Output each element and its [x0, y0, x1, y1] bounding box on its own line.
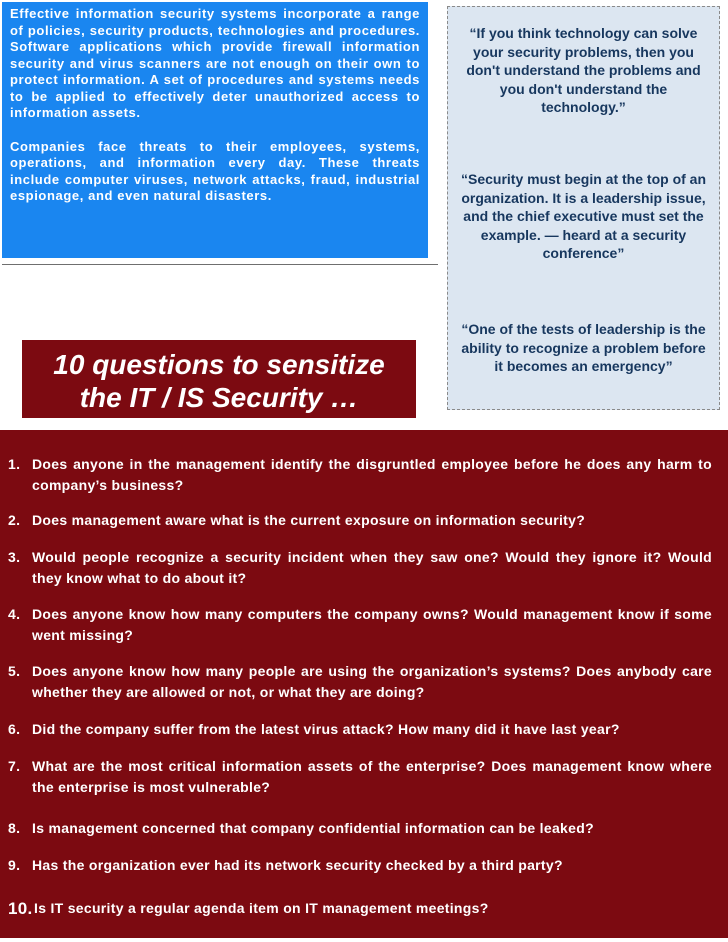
intro-paragraph: Companies face threats to their employees, systems, operations, and information every day. These threats include computer viruses, network attacks, fraud, industrial espionage, and even natural disasters.: [10, 138, 420, 203]
question-text: Is management concerned that company confidential information can be leaked?: [32, 820, 594, 836]
question-number: 9.: [8, 857, 21, 873]
section-title-line: the IT / IS Security …: [79, 382, 359, 413]
section-title: [22, 340, 416, 418]
question-item: [8, 454, 712, 496]
question-text: Does management aware what is the current exposure on information security?: [32, 512, 586, 528]
question-number: 6.: [8, 721, 21, 737]
question-item: [8, 510, 712, 531]
question-text: Would people recognize a security incident when they saw one? Would they ignore it? Would they know what to do about it?: [32, 549, 712, 586]
question-item: [8, 604, 712, 646]
question-item: [8, 661, 712, 703]
section-title-line: 10 questions to sensitize: [53, 349, 385, 380]
quote: “If you think technology can solve your security problems, then you don't understand the problems and you don't understand the technology.”: [466, 25, 701, 115]
question-number: 10.: [8, 899, 33, 918]
question-item: [8, 719, 712, 740]
question-item: [8, 855, 712, 876]
question-number: 4.: [8, 606, 21, 622]
question-item: [8, 756, 712, 798]
question-item: [8, 898, 712, 919]
question-number: 2.: [8, 512, 21, 528]
quote: “One of the tests of leadership is the ability to recognize a problem before it becomes an emergency”: [461, 321, 706, 374]
intro-paragraph: Effective information security systems incorporate a range of policies, security products, technologies and procedures. Software applications which provide firewall information security and virus scanners are not enough on their own to protect information. A set of procedures and systems needs to be applied to effectively deter unauthorized access to information assets.: [10, 6, 420, 120]
question-item: [8, 818, 712, 839]
question-text: Does anyone in the management identify the disgruntled employee before he does any harm to company’s business?: [32, 456, 712, 493]
question-number: 5.: [8, 663, 21, 679]
quote: “Security must begin at the top of an organization. It is a leadership issue, and the chief executive must set the example. — heard at a security conference”: [460, 171, 707, 261]
intro-panel: [2, 2, 428, 258]
question-number: 1.: [8, 456, 21, 472]
question-item: [8, 547, 712, 589]
questions-panel: [0, 430, 728, 938]
divider: [2, 264, 438, 265]
question-text: Does anyone know how many computers the company owns? Would management know if some went missing?: [32, 606, 712, 643]
question-text: Has the organization ever had its network security checked by a third party?: [32, 857, 563, 873]
question-text: What are the most critical information assets of the enterprise? Does management know where the enterprise is most vulnerable?: [32, 758, 712, 795]
question-text: Is IT security a regular agenda item on IT management meetings?: [34, 900, 489, 916]
question-text: Did the company suffer from the latest virus attack? How many did it have last year?: [32, 721, 620, 737]
question-number: 7.: [8, 758, 21, 774]
question-number: 8.: [8, 820, 21, 836]
quotes-panel: [447, 6, 720, 410]
question-number: 3.: [8, 549, 21, 565]
question-text: Does anyone know how many people are using the organization’s systems? Does anybody care whether they are allowed or not, or what they are doing?: [32, 663, 712, 700]
